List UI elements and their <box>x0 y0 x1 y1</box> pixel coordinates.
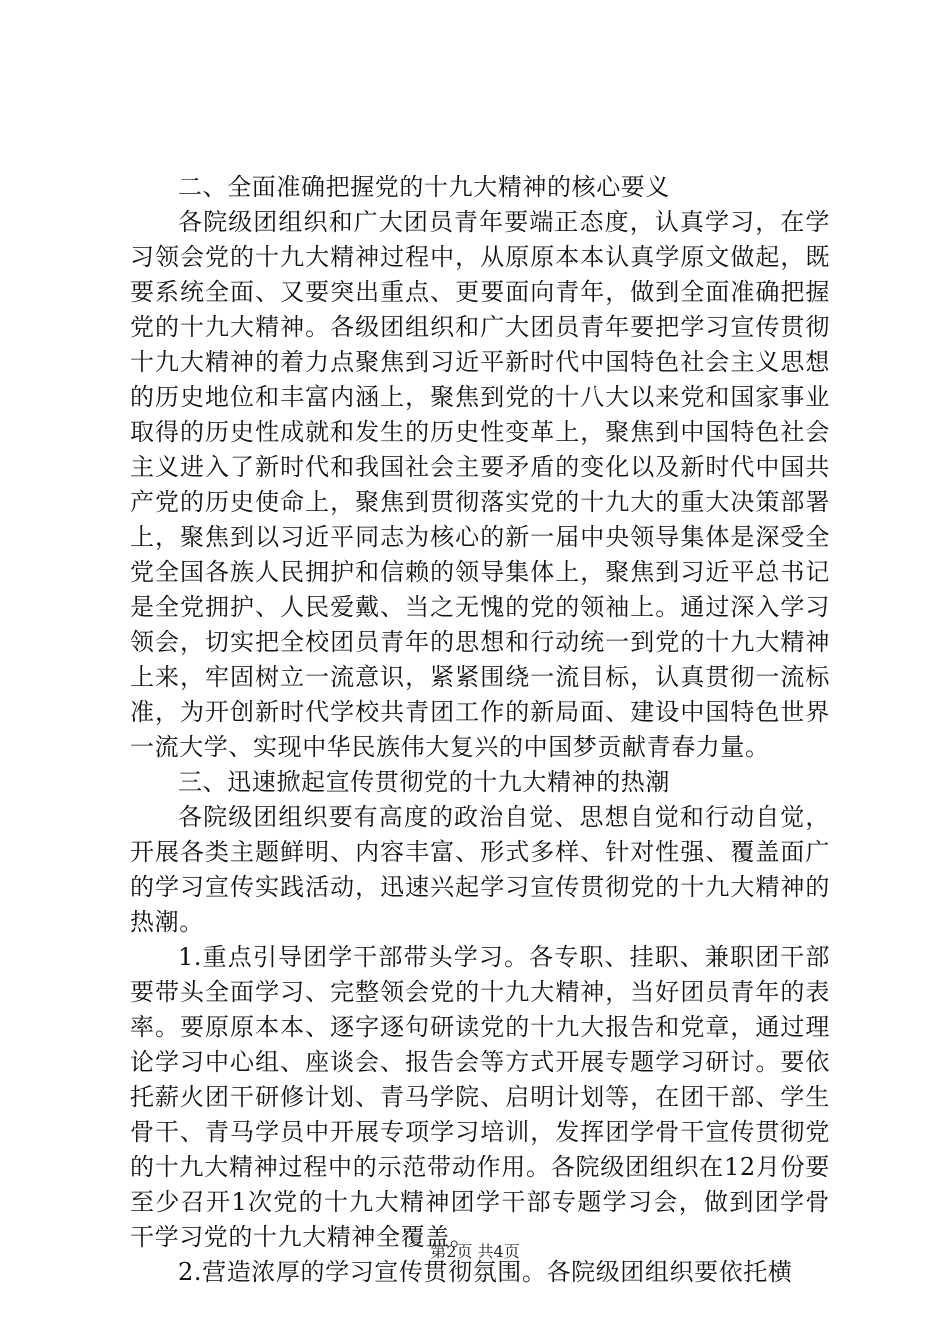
document-body <box>130 170 830 1290</box>
list-item-2: 2.营造浓厚的学习宣传贯彻氛围。各院级团组织要依托横 <box>178 1258 793 1286</box>
list-item-1: 1.重点引导团学干部带头学习。各专职、挂职、兼职团干部要带头全面学习、完整领会党的十九大精神，当好团员青年的表率。要原原本本、逐字逐句研读党的十九大报告和党章，通过理论学习中心组、座谈会、报告会等方式开展专题学习研讨。要依托薪火团干研修计划、青马学院、启明计划等，在团干部、学生骨干、青马学员中开展专项学习培训，发挥团学骨干宣传贯彻党的十九大精神过程中的示范带动作用。各院级团组织在12月份要至少召开1次党的十九大精神团学干部专题学习会，做到团学骨干学习党的十九大精神全覆盖。 <box>130 943 830 1251</box>
page-footer: 第2页 共4页 <box>430 1242 520 1261</box>
section-heading-3: 三、迅速掀起宣传贯彻党的十九大精神的热潮 <box>178 768 670 796</box>
body-paragraph: 各院级团组织和广大团员青年要端正态度，认真学习，在学习领会党的十九大精神过程中，从原原本本认真学原文做起，既要系统全面、又要突出重点、更要面向青年，做到全面准确把握党的十九大精神。各级团组织和广大团员青年要把学习宣传贯彻十九大精神的着力点聚焦到习近平新时代中国特色社会主义思想的历史地位和丰富内涵上，聚焦到党的十八大以来党和国家事业取得的历史性成就和发生的历史性变革上，聚焦到中国特色社会主义进入了新时代和我国社会主要矛盾的变化以及新时代中国共产党的历史使命上，聚焦到贯彻落实党的十九大的重大决策部署上，聚焦到以习近平同志为核心的新一届中央领导集体是深受全党全国各族人民拥护和信赖的领导集体上，聚焦到习近平总书记是全党拥护、人民爱戴、当之无愧的党的领袖上。通过深入学习领会，切实把全校团员青年的思想和行动统一到党的十九大精神上来，牢固树立一流意识，紧紧围绕一流目标，认真贯彻一流标准，为开创新时代学校共青团工作的新局面、建设中国特色世界一流大学、实现中华民族伟大复兴的中国梦贡献青春力量。 <box>130 208 830 761</box>
body-paragraph: 各院级团组织要有高度的政治自觉、思想自觉和行动自觉，开展各类主题鲜明、内容丰富、形式多样、针对性强、覆盖面广的学习宣传实践活动，迅速兴起学习宣传贯彻党的十九大精神的热潮。 <box>130 803 830 936</box>
section-heading-2: 二、全面准确把握党的十九大精神的核心要义 <box>178 173 670 201</box>
